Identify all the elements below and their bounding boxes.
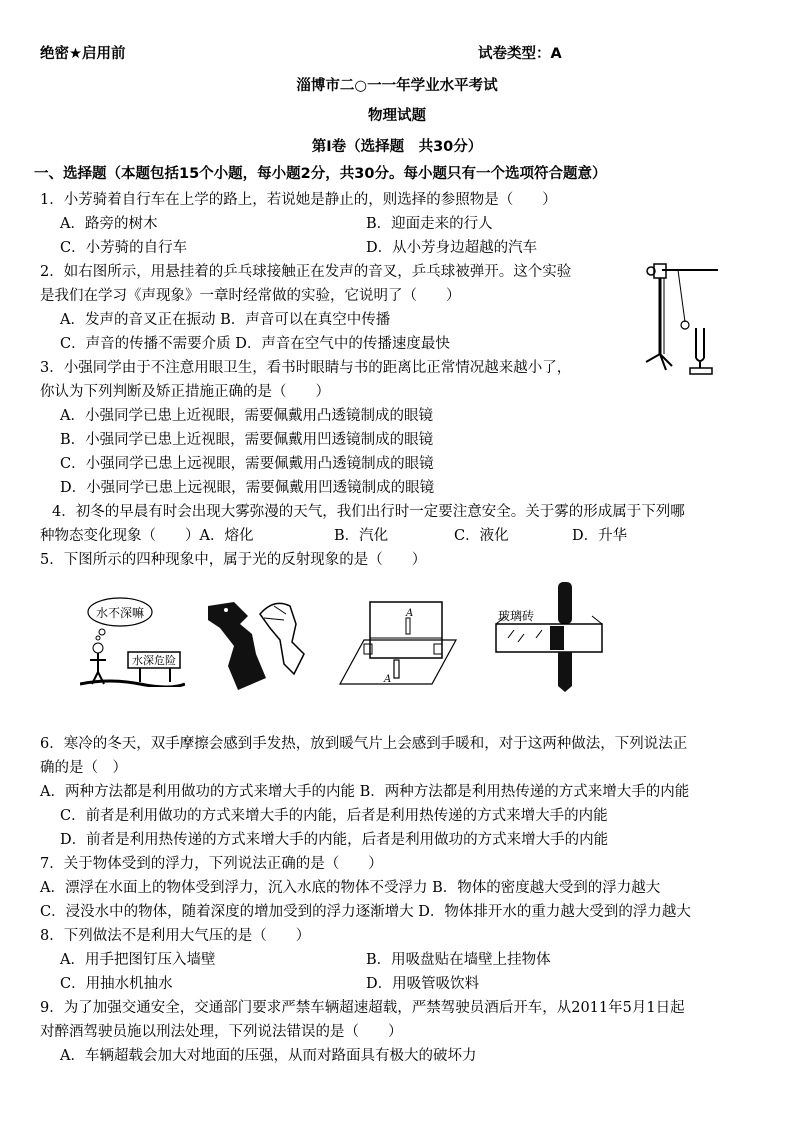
q4-option-c: C．液化 xyxy=(454,528,509,544)
q4-option-d: D．升华 xyxy=(572,528,628,544)
q2-options-ab: A．发声的音叉正在振动 B．声音可以在真空中传播 xyxy=(60,312,391,328)
q5-stem: 5．下图所示的四种现象中，属于光的反射现象的是（ ） xyxy=(40,552,427,568)
q3-stem-line2: 你认为下列判断及矫正措施正确的是（ ） xyxy=(40,384,330,400)
exam-title: 淄博市二○一一年学业水平考试 xyxy=(296,78,498,94)
q4-option-b: B．汽化 xyxy=(334,528,389,544)
q5-figure-hand-shadow xyxy=(204,594,308,692)
q5-figure-glass-block xyxy=(488,580,610,692)
paper-type-label: 试卷类型：A xyxy=(478,46,562,62)
q5-figure-plane-mirror xyxy=(336,598,460,690)
q8-option-d: D．用吸管吸饮料 xyxy=(366,976,480,992)
q6-option-c: C．前者是利用做功的方式来增大手的内能，后者是利用热传递的方式来增大手的内能 xyxy=(60,808,608,824)
q5-figure-person-pond xyxy=(80,592,185,687)
q3-option-d: D．小强同学已患上远视眼，需要佩戴用凹透镜制成的眼镜 xyxy=(60,480,435,496)
q6-option-d: D．前者是利用热传递的方式来增大手的内能，后者是利用做功的方式来增大手的内能 xyxy=(60,832,609,848)
mirror-image-label: A xyxy=(406,608,414,619)
q2-stem-line1: 2．如右图所示，用悬挂着的乒乓球接触正在发声的音叉，乒乓球被弹开。这个实验 xyxy=(40,264,572,280)
q6-options-ab: A．两种方法都是利用做功的方式来增大手的内能 B．两种方法都是利用热传递的方式来增大手的内能 xyxy=(40,784,690,800)
q3-option-a: A．小强同学已患上近视眼，需要佩戴用凸透镜制成的眼镜 xyxy=(60,408,433,424)
q3-option-c: C．小强同学已患上远视眼，需要佩戴用凸透镜制成的眼镜 xyxy=(60,456,434,472)
section-heading: 一、选择题（本题包括15个小题，每小题2分，共30分。每小题只有一个选项符合题意） xyxy=(34,166,607,182)
q9-stem-line1: 9．为了加强交通安全，交通部门要求严禁车辆超速超载，严禁驾驶员酒后开车，从2011年5月1日起 xyxy=(40,1000,685,1016)
glass-block-label: 玻璃砖 xyxy=(498,609,535,623)
q8-option-b: B．用吸盘贴在墙壁上挂物体 xyxy=(366,952,551,968)
q9-option-a: A．车辆超载会加大对地面的压强，从而对路面具有极大的破坏力 xyxy=(60,1048,477,1064)
q1-option-a: A．路旁的树木 xyxy=(60,216,158,232)
tuning-fork-figure xyxy=(640,258,720,380)
q3-option-b: B．小强同学已患上近视眼，需要佩戴用凹透镜制成的眼镜 xyxy=(60,432,434,448)
q2-stem-line2: 是我们在学习《声现象》一章时经常做的实验，它说明了（ ） xyxy=(40,288,461,304)
subject-title: 物理试题 xyxy=(368,108,426,124)
q1-option-b: B．迎面走来的行人 xyxy=(366,216,493,232)
q4-stem-line2: 种物态变化现象（ ）A．熔化 xyxy=(40,528,254,544)
confidential-label: 绝密★启用前 xyxy=(40,46,126,62)
q1-stem: 1．小芳骑着自行车在上学的路上，若说她是静止的，则选择的参照物是（ ） xyxy=(40,192,557,208)
q1-option-c: C．小芳骑的自行车 xyxy=(60,240,188,256)
volume-title: 第Ⅰ卷（选择题 共30分） xyxy=(311,139,483,155)
q7-options-ab: A．漂浮在水面上的物体受到浮力，沉入水底的物体不受浮力 B．物体的密度越大受到的浮力越大 xyxy=(40,880,661,896)
q1-option-d: D．从小芳身边超越的汽车 xyxy=(366,240,538,256)
warning-sign-text: 水深危险 xyxy=(132,654,176,667)
speech-bubble-text: 水不深嘛 xyxy=(95,606,145,620)
q7-options-cd: C．浸没水中的物体，随着深度的增加受到的浮力逐渐增大 D．物体排开水的重力越大受到的浮力越大 xyxy=(40,904,691,920)
q4-stem-line1: 4．初冬的早晨有时会出现大雾弥漫的天气，我们出行时一定要注意安全。关于雾的形成属于下列哪 xyxy=(52,504,685,520)
q6-stem-line2: 确的是（ ） xyxy=(40,760,127,776)
q7-stem: 7．关于物体受到的浮力，下列说法正确的是（ ） xyxy=(40,856,383,872)
q3-stem-line1: 3．小强同学由于不注意用眼卫生，看书时眼睛与书的距离比正常情况越来越小了， xyxy=(40,360,572,376)
q8-option-a: A．用手把图钉压入墙壁 xyxy=(60,952,216,968)
q8-stem: 8．下列做法不是利用大气压的是（ ） xyxy=(40,928,311,944)
q2-options-cd: C．声音的传播不需要介质 D．声音在空气中的传播速度最快 xyxy=(60,336,450,352)
q6-stem-line1: 6．寒冷的冬天，双手摩擦会感到手发热，放到暖气片上会感到手暖和，对于这两种做法，下列说法正 xyxy=(40,736,688,752)
q8-option-c: C．用抽水机抽水 xyxy=(60,976,173,992)
q9-stem-line2: 对醉酒驾驶员施以刑法处理，下列说法错误的是（ ） xyxy=(40,1024,403,1040)
mirror-object-label: A xyxy=(384,674,392,685)
